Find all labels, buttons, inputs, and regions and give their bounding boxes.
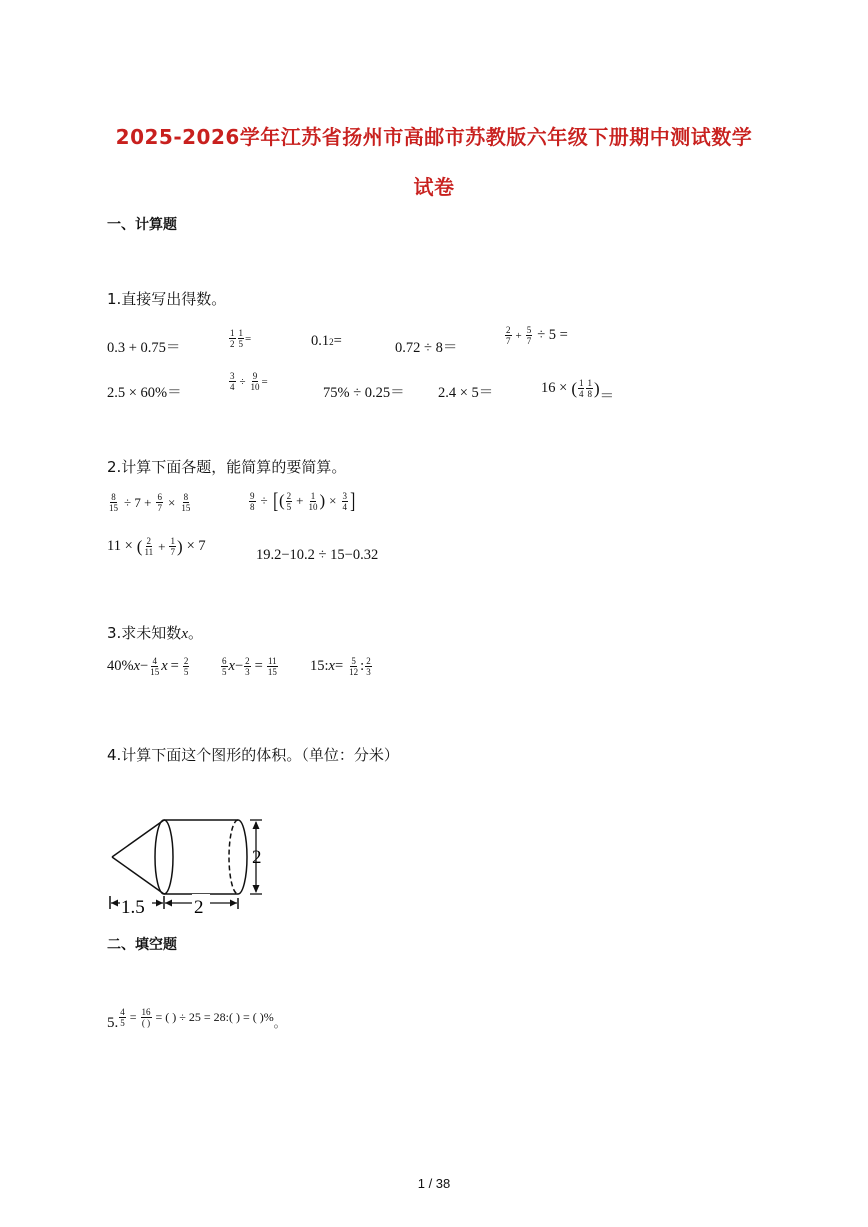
cylinder-right-base-front bbox=[238, 820, 247, 894]
fraction: 1 2 bbox=[230, 328, 235, 349]
q1-expr-e: 2 7 + $\frac{5}{7}$ ÷ 5 = bbox=[506, 325, 568, 346]
question-1-heading: 1.直接写出得数。 bbox=[107, 290, 227, 308]
q1-expr-c: 0.1 2 = bbox=[311, 333, 342, 349]
q5-fill-blank: 5. $\frac{4}{5}$ = 16 ( ) = ( ) ÷ 25 = 28:( ) = ( )% 。 bbox=[107, 1007, 286, 1031]
cylinder-right-base-back bbox=[229, 820, 238, 894]
cone-cylinder-figure bbox=[104, 810, 279, 918]
q1-expr-f: 2.5 × 60%＝ bbox=[107, 385, 182, 401]
q3-equation-3: 15: x = 5 12 : 2 3 bbox=[310, 656, 371, 677]
q1-expr-g: $\frac{3}{4}$ ÷ $\frac{9}{10}$ = bbox=[230, 371, 268, 392]
fraction: $\frac{1}{5}$ bbox=[238, 328, 243, 349]
q1-expr-h: 75% ÷ 0.25＝ bbox=[323, 385, 405, 401]
q1-expr-j: 16 × ( 1 4 1 8 ) ＝ bbox=[541, 378, 615, 405]
page-number: 1 / 38 bbox=[417, 1176, 451, 1191]
doc-title-line1: 2025-2026学年江苏省扬州市高邮市苏教版六年级下册期中测试数学 bbox=[115, 125, 753, 149]
question-4-heading: 4.计算下面这个图形的体积。（单位：分米） bbox=[107, 746, 399, 764]
dim-cylinder-label: 2 bbox=[194, 897, 204, 918]
q3-equation-2: 6 5 x − $\frac{2}{3}$ = $\frac{11}{15}$ bbox=[222, 656, 277, 677]
q3-equation-1: 40% x − $\frac{4}{15}$ x = $\frac{2}{5}$ bbox=[107, 656, 189, 677]
q2-expr-4: 19.2−10.2 ÷ 15−0.32 bbox=[256, 547, 379, 563]
cylinder-left-base bbox=[155, 820, 173, 894]
q2-expr-2: 9 8 ÷ [ ( 2 5 + $\frac{1}{10}$ ) × 3 4 ] bbox=[250, 488, 356, 513]
doc-title-line2: 试卷 bbox=[413, 175, 455, 199]
q1-expr-d: 0.72 ÷ 8＝ bbox=[395, 340, 458, 356]
q2-expr-1: 8 15 ÷ 7 + 6 7 × 8 15 bbox=[109, 492, 191, 513]
q1-expr-a: 0.3 + 0.75＝ bbox=[107, 340, 181, 356]
section-heading-fill: 二、填空题 bbox=[107, 937, 177, 953]
q1-expr-i: 2.4 × 5＝ bbox=[438, 385, 494, 401]
question-2-heading: 2.计算下面各题，能简算的要简算。 bbox=[107, 458, 347, 476]
dim-height-label: 2 bbox=[252, 847, 262, 868]
question-3-heading: 3.求未知数x。 bbox=[107, 624, 203, 642]
q1-expr-b: 1 2 $\frac{1}{5}$ = bbox=[230, 328, 252, 349]
section-heading-calc: 一、计算题 bbox=[107, 217, 177, 233]
q2-expr-3: 11 × ( 2 11 + $\frac{1}{7}$ ) × 7 bbox=[107, 536, 206, 557]
dim-cone-label: 1.5 bbox=[121, 897, 145, 918]
